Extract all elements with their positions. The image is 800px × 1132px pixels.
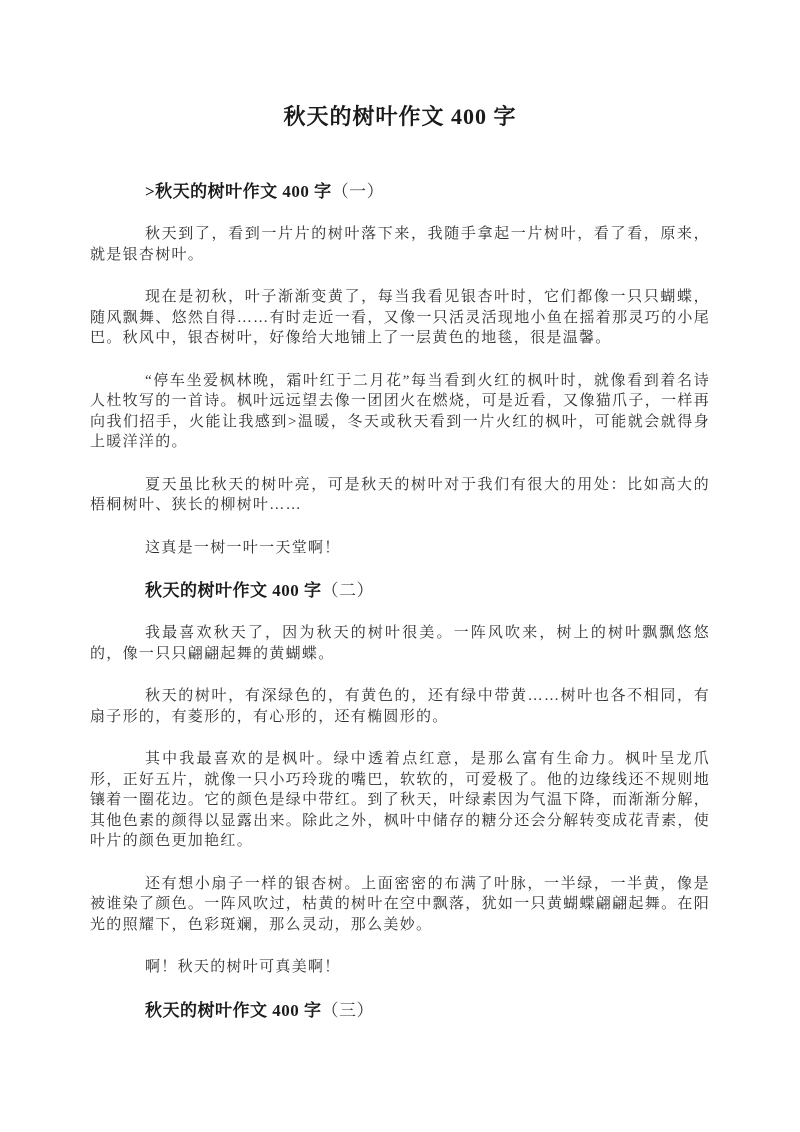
section-3-heading-text: 秋天的树叶作文 400 字 bbox=[145, 1000, 322, 1020]
section-1-heading bbox=[90, 181, 710, 202]
essay-section-1 bbox=[90, 181, 710, 558]
paragraph: 我最喜欢秋天了，因为秋天的树叶很美。一阵风吹来，树上的树叶飘飘悠悠的，像一只只翩翩起舞的黄蝴蝶。 bbox=[90, 625, 710, 662]
paragraph: “停车坐爱枫林晚，霜叶红于二月花”每当看到火红的枫叶时，就像看到着名诗人杜牧写的一首诗。枫叶远远望去像一团团火在燃烧，可是近看，又像猫爪子，一样再向我们招手，火能让我感到>温暖，冬天或秋天看到一片火红的枫叶，可能就会就得身上暖洋洋的。 bbox=[90, 372, 710, 450]
paragraph: 啊！秋天的树叶可真美啊！ bbox=[145, 959, 341, 975]
section-1-heading-number: （一） bbox=[331, 182, 385, 201]
essay-section-2 bbox=[90, 580, 710, 978]
paragraph: 还有想小扇子一样的银杏树。上面密密的布满了叶脉，一半绿，一半黄，像是被谁染了颜色。一阵风吹过，枯黄的树叶在空中飘落，犹如一只黄蝴蝶翩翩起舞。在阳光的照耀下，色彩斑斓，那么灵动，那么美妙。 bbox=[90, 875, 710, 933]
paragraph: 现在是初秋，叶子渐渐变黄了，每当我看见银杏叶时，它们都像一只只蝴蝶，随风飘舞、悠然自得……有时走近一看，又像一只活灵活现地小鱼在摇着那灵巧的小尾巴。秋风中，银杏树叶，好像给大地铺上了一层黄色的地毯，很是温馨。 bbox=[90, 289, 710, 346]
paragraph: 其中我最喜欢的是枫叶。绿中透着点红意，是那么富有生命力。枫叶呈龙爪形，正好五片，就像一只小巧玲珑的嘴巴，软软的，可爱极了。他的边缘线还不规则地镶着一圈花边。它的颜色是绿中带红。到了秋天，叶绿素因为气温下降，而渐渐分解，其他色素的颜得以显露出来。除此之外，枫叶中储存的糖分还会分解转变成花青素，使叶片的颜色更加艳红。 bbox=[90, 751, 710, 849]
section-2-heading bbox=[90, 580, 710, 601]
section-3-heading-number: （三） bbox=[321, 1000, 374, 1020]
paragraph: 秋天到了，看到一片片的树叶落下来，我随手拿起一片树叶，看了看，原来，就是银杏树叶。 bbox=[90, 226, 710, 263]
paragraph: 夏天虽比秋天的树叶亮，可是秋天的树叶对于我们有很大的用处：比如高大的梧桐树叶、狭长的柳树叶…… bbox=[90, 476, 710, 513]
section-2-heading-number: （二） bbox=[321, 581, 374, 600]
section-3-heading bbox=[90, 1000, 710, 1021]
essay-section-3 bbox=[90, 1000, 710, 1021]
section-1-heading-text: >秋天的树叶作文 400 字 bbox=[145, 182, 332, 201]
page-title: 秋天的树叶作文 400 字 bbox=[283, 104, 517, 129]
section-2-heading-text: 秋天的树叶作文 400 字 bbox=[145, 581, 322, 600]
paragraph: 秋天的树叶，有深绿色的，有黄色的，还有绿中带黄……树叶也各不相同，有扇子形的，有菱形的，有心形的，还有椭圆形的。 bbox=[90, 688, 710, 725]
paragraph: 这真是一树一叶一天堂啊！ bbox=[145, 539, 341, 556]
